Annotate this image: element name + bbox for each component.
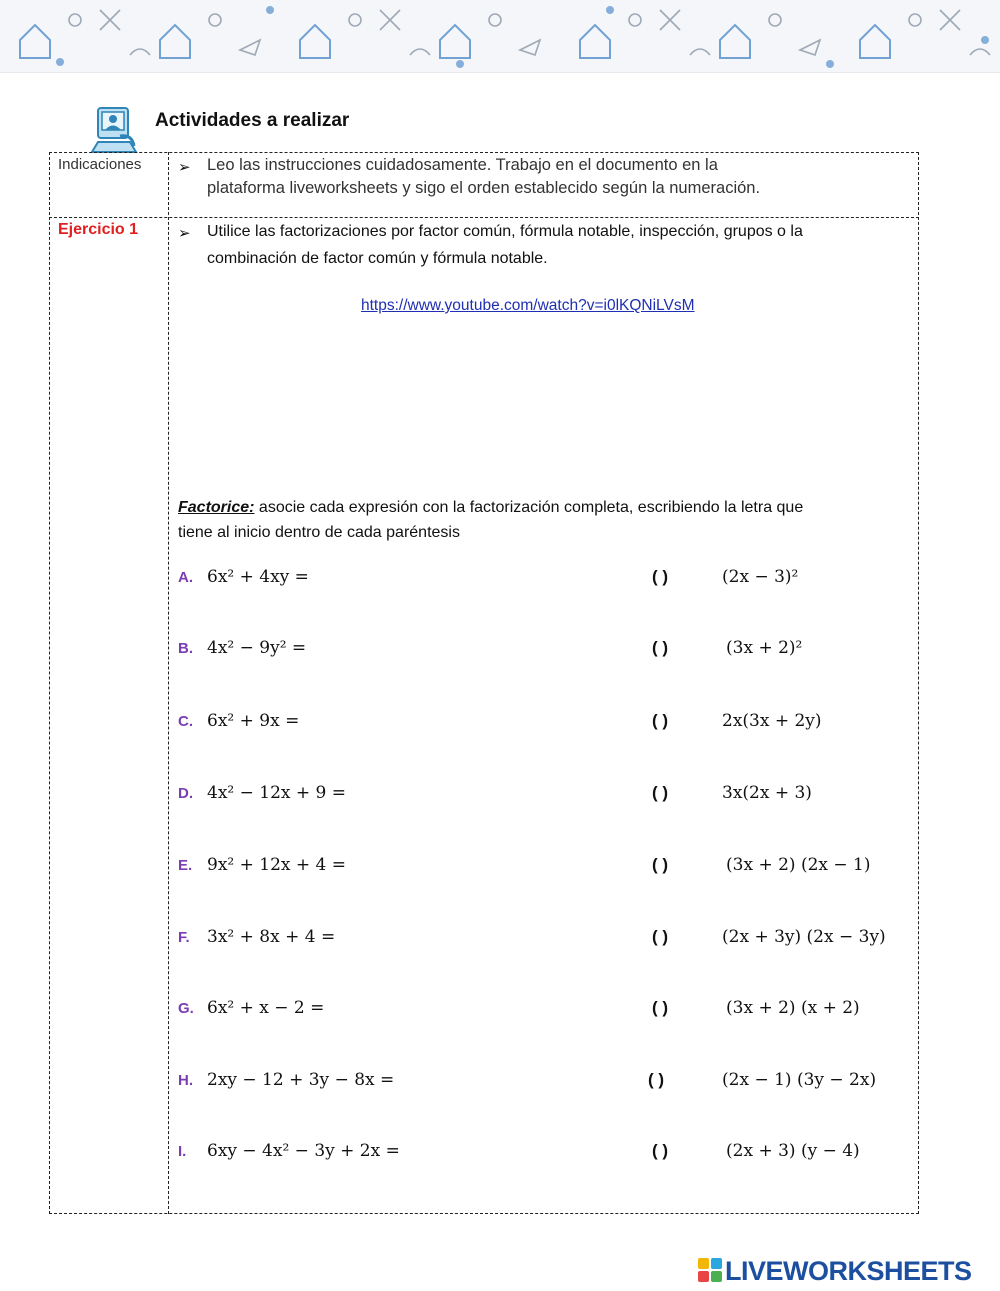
item-expression: 6x² + 4xy =	[207, 567, 309, 587]
item-expression: 6x² + 9x =	[207, 711, 300, 731]
item-expression: 2xy − 12 + 3y − 8x =	[207, 1070, 395, 1090]
item-letter: B.	[178, 640, 193, 657]
item-letter: A.	[178, 569, 193, 586]
factorice-text-1: asocie cada expresión con la factorización completa, escribiendo la letra que	[254, 499, 804, 516]
item-expression: 4x² − 9y² =	[207, 638, 307, 658]
arrow-bullet-icon: ➢	[178, 225, 191, 242]
factorization-option: (2x + 3y) (2x − 3y)	[722, 927, 886, 947]
ejercicio-line-1: Utilice las factorizaciones por factor común, fórmula notable, inspección, grupos o la	[207, 223, 803, 240]
decorative-banner	[0, 0, 1000, 73]
answer-blank-input[interactable]: ( )	[652, 783, 669, 802]
answer-blank-input[interactable]: ( )	[652, 711, 669, 730]
item-expression: 6xy − 4x² − 3y + 2x =	[207, 1141, 400, 1161]
factorization-option: 2x(3x + 2y)	[722, 711, 822, 731]
answer-blank-input[interactable]: ( )	[652, 638, 669, 657]
factorization-option: (3x + 2) (x + 2)	[726, 998, 860, 1018]
ejercicio-line-2: combinación de factor común y fórmula notable.	[207, 250, 548, 267]
computer-user-icon	[90, 106, 144, 154]
indicaciones-label: Indicaciones	[58, 156, 142, 173]
factorice-text-2: tiene al inicio dentro de cada paréntesis	[178, 524, 460, 541]
answer-blank-input[interactable]: ( )	[652, 855, 669, 874]
answer-blank-input[interactable]: ( )	[648, 1070, 665, 1089]
match-row-i	[178, 1141, 898, 1171]
factorization-option: (2x − 3)²	[722, 567, 799, 587]
match-row-h	[178, 1070, 898, 1100]
factorization-option: (3x + 2)²	[726, 638, 803, 658]
answer-blank-input[interactable]: ( )	[652, 927, 669, 946]
item-letter: G.	[178, 1000, 194, 1017]
item-expression: 9x² + 12x + 4 =	[207, 855, 347, 875]
match-row-d	[178, 783, 898, 813]
colored-blocks-icon	[698, 1258, 722, 1282]
item-letter: H.	[178, 1072, 193, 1089]
factorice-instructions	[178, 495, 888, 545]
item-expression: 4x² − 12x + 9 =	[207, 783, 347, 803]
item-expression: 6x² + x − 2 =	[207, 998, 325, 1018]
item-expression: 3x² + 8x + 4 =	[207, 927, 336, 947]
match-row-f	[178, 927, 898, 957]
match-row-b	[178, 638, 898, 668]
brand-name: LIVEWORKSHEETS	[725, 1256, 972, 1286]
factorization-option: 3x(2x + 3)	[722, 783, 812, 803]
item-letter: F.	[178, 929, 190, 946]
item-letter: E.	[178, 857, 193, 874]
ejercicio-label: Ejercicio 1	[58, 221, 139, 238]
doodle-pattern-icon	[0, 0, 1000, 72]
match-row-a	[178, 567, 898, 597]
table-column-divider	[168, 152, 169, 1214]
factorization-option: (2x + 3) (y − 4)	[726, 1141, 860, 1161]
answer-blank-input[interactable]: ( )	[652, 1141, 669, 1160]
answer-blank-input[interactable]: ( )	[652, 567, 669, 586]
indicaciones-line-2: plataforma liveworksheets y sigo el orden establecido según la numeración.	[207, 179, 761, 197]
indicaciones-text	[207, 154, 897, 200]
youtube-video-link[interactable]: https://www.youtube.com/watch?v=i0lKQNiLVsM	[361, 297, 695, 314]
item-letter: C.	[178, 713, 193, 730]
factorization-option: (3x + 2) (2x − 1)	[726, 855, 871, 875]
match-row-e	[178, 855, 898, 885]
item-letter: I.	[178, 1143, 187, 1160]
factorization-option: (2x − 1) (3y − 2x)	[722, 1070, 877, 1090]
item-letter: D.	[178, 785, 193, 802]
ejercicio-instructions	[207, 218, 897, 272]
answer-blank-input[interactable]: ( )	[652, 998, 669, 1017]
match-row-g	[178, 998, 898, 1028]
arrow-bullet-icon: ➢	[178, 159, 191, 176]
page-title: Actividades a realizar	[155, 110, 350, 131]
indicaciones-line-1: Leo las instrucciones cuidadosamente. Trabajo en el documento en la	[207, 156, 718, 174]
factorice-label: Factorice:	[178, 499, 255, 516]
match-row-c	[178, 711, 898, 741]
